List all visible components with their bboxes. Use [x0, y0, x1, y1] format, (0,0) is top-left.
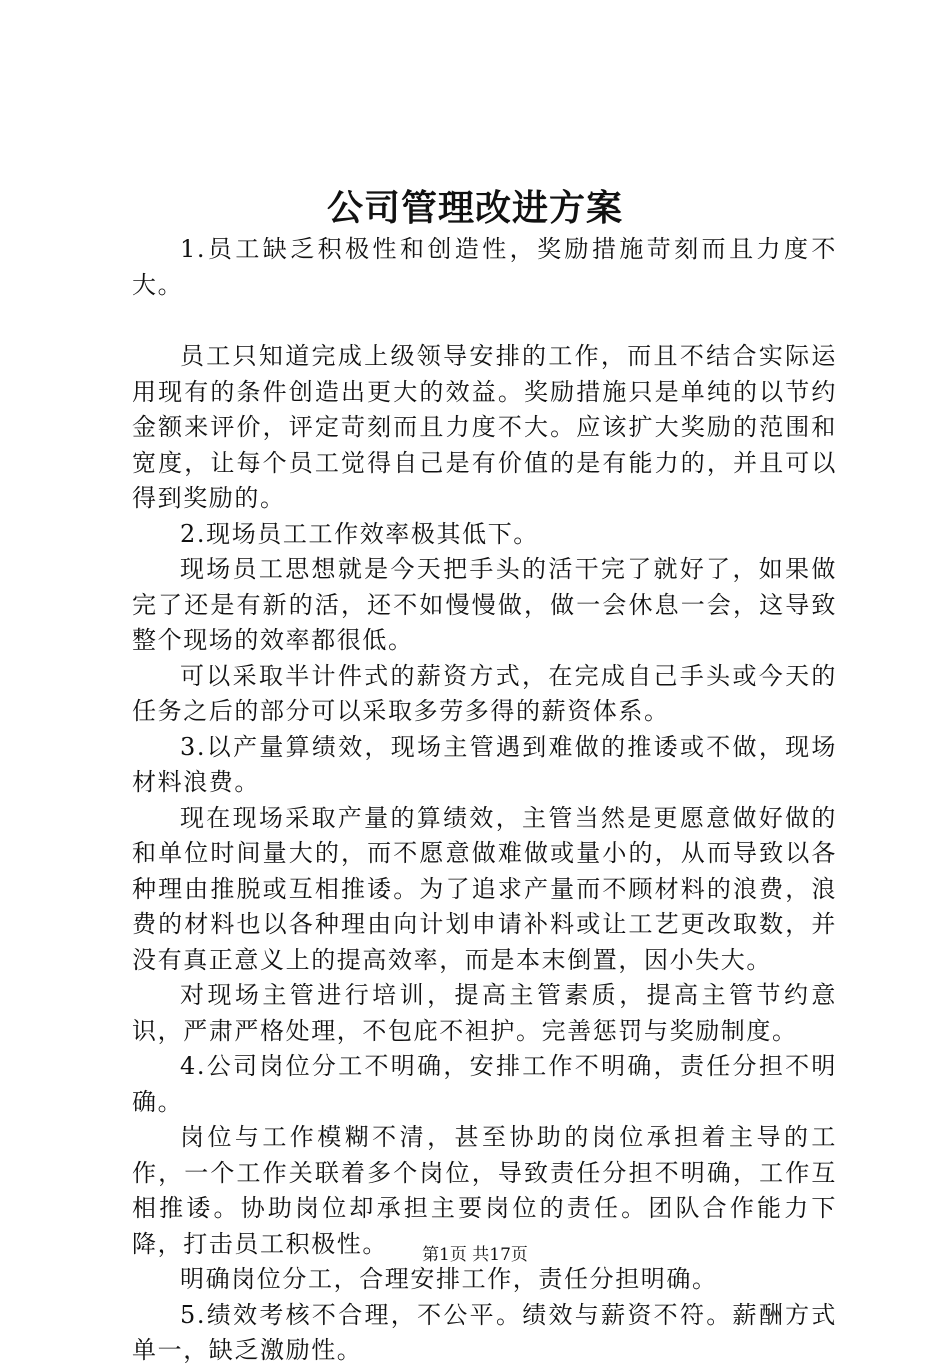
paragraph-7: 现在现场采取产量的算绩效，主管当然是更愿意做好做的和单位时间量大的，而不愿意做难做或量小的，从而导致以各种理由推脱或互相推诿。为了追求产量而不顾材料的浪费，浪费的材料也以各种理由向计划申请补料或让工艺更改取数，并没有真正意义上的提高效率，而是本末倒置，因小失大。 — [132, 803, 837, 974]
document-body — [132, 232, 837, 1369]
paragraph-10: 岗位与工作模糊不清，甚至协助的岗位承担着主导的工作，一个工作关联着多个岗位，导致责任分担不明确，工作互相推诿。协助岗位却承担主要岗位的责任。团队合作能力下降，打击员工积极性。 — [132, 1123, 837, 1258]
page-footer: 第1页 共17页 — [422, 1245, 528, 1265]
paragraph-9: 4.公司岗位分工不明确，安排工作不明确，责任分担不明确。 — [132, 1052, 837, 1116]
paragraph-5: 可以采取半计件式的薪资方式，在完成自己手头或今天的任务之后的部分可以采取多劳多得的薪资体系。 — [132, 661, 837, 725]
paragraph-2: 员工只知道完成上级领导安排的工作，而且不结合实际运用现有的条件创造出更大的效益。奖励措施只是单纯的以节约金额来评价，评定苛刻而且力度不大。应该扩大奖励的范围和宽度，让每个员工觉得自己是有价值的是有能力的，并且可以得到奖励的。 — [132, 342, 837, 512]
paragraph-8: 对现场主管进行培训，提高主管素质，提高主管节约意识，严肃严格处理，不包庇不袒护。完善惩罚与奖励制度。 — [132, 981, 837, 1045]
paragraph-1: 1.员工缺乏积极性和创造性，奖励措施苛刻而且力度不大。 — [132, 235, 837, 299]
document-title: 公司管理改进方案 — [326, 187, 623, 229]
paragraph-3: 2.现场员工工作效率极其低下。 — [180, 519, 539, 548]
paragraph-6: 3.以产量算绩效，现场主管遇到难做的推诿或不做，现场材料浪费。 — [132, 732, 837, 796]
paragraph-12: 5.绩效考核不合理，不公平。绩效与薪资不符。薪酬方式单一，缺乏激励性。 — [132, 1300, 837, 1364]
paragraph-11: 明确岗位分工，合理安排工作，责任分担明确。 — [180, 1265, 718, 1293]
paragraph-4: 现场员工思想就是今天把手头的活干完了就好了，如果做完了还是有新的活，还不如慢慢做，做一会休息一会，这导致整个现场的效率都很低。 — [132, 555, 837, 654]
